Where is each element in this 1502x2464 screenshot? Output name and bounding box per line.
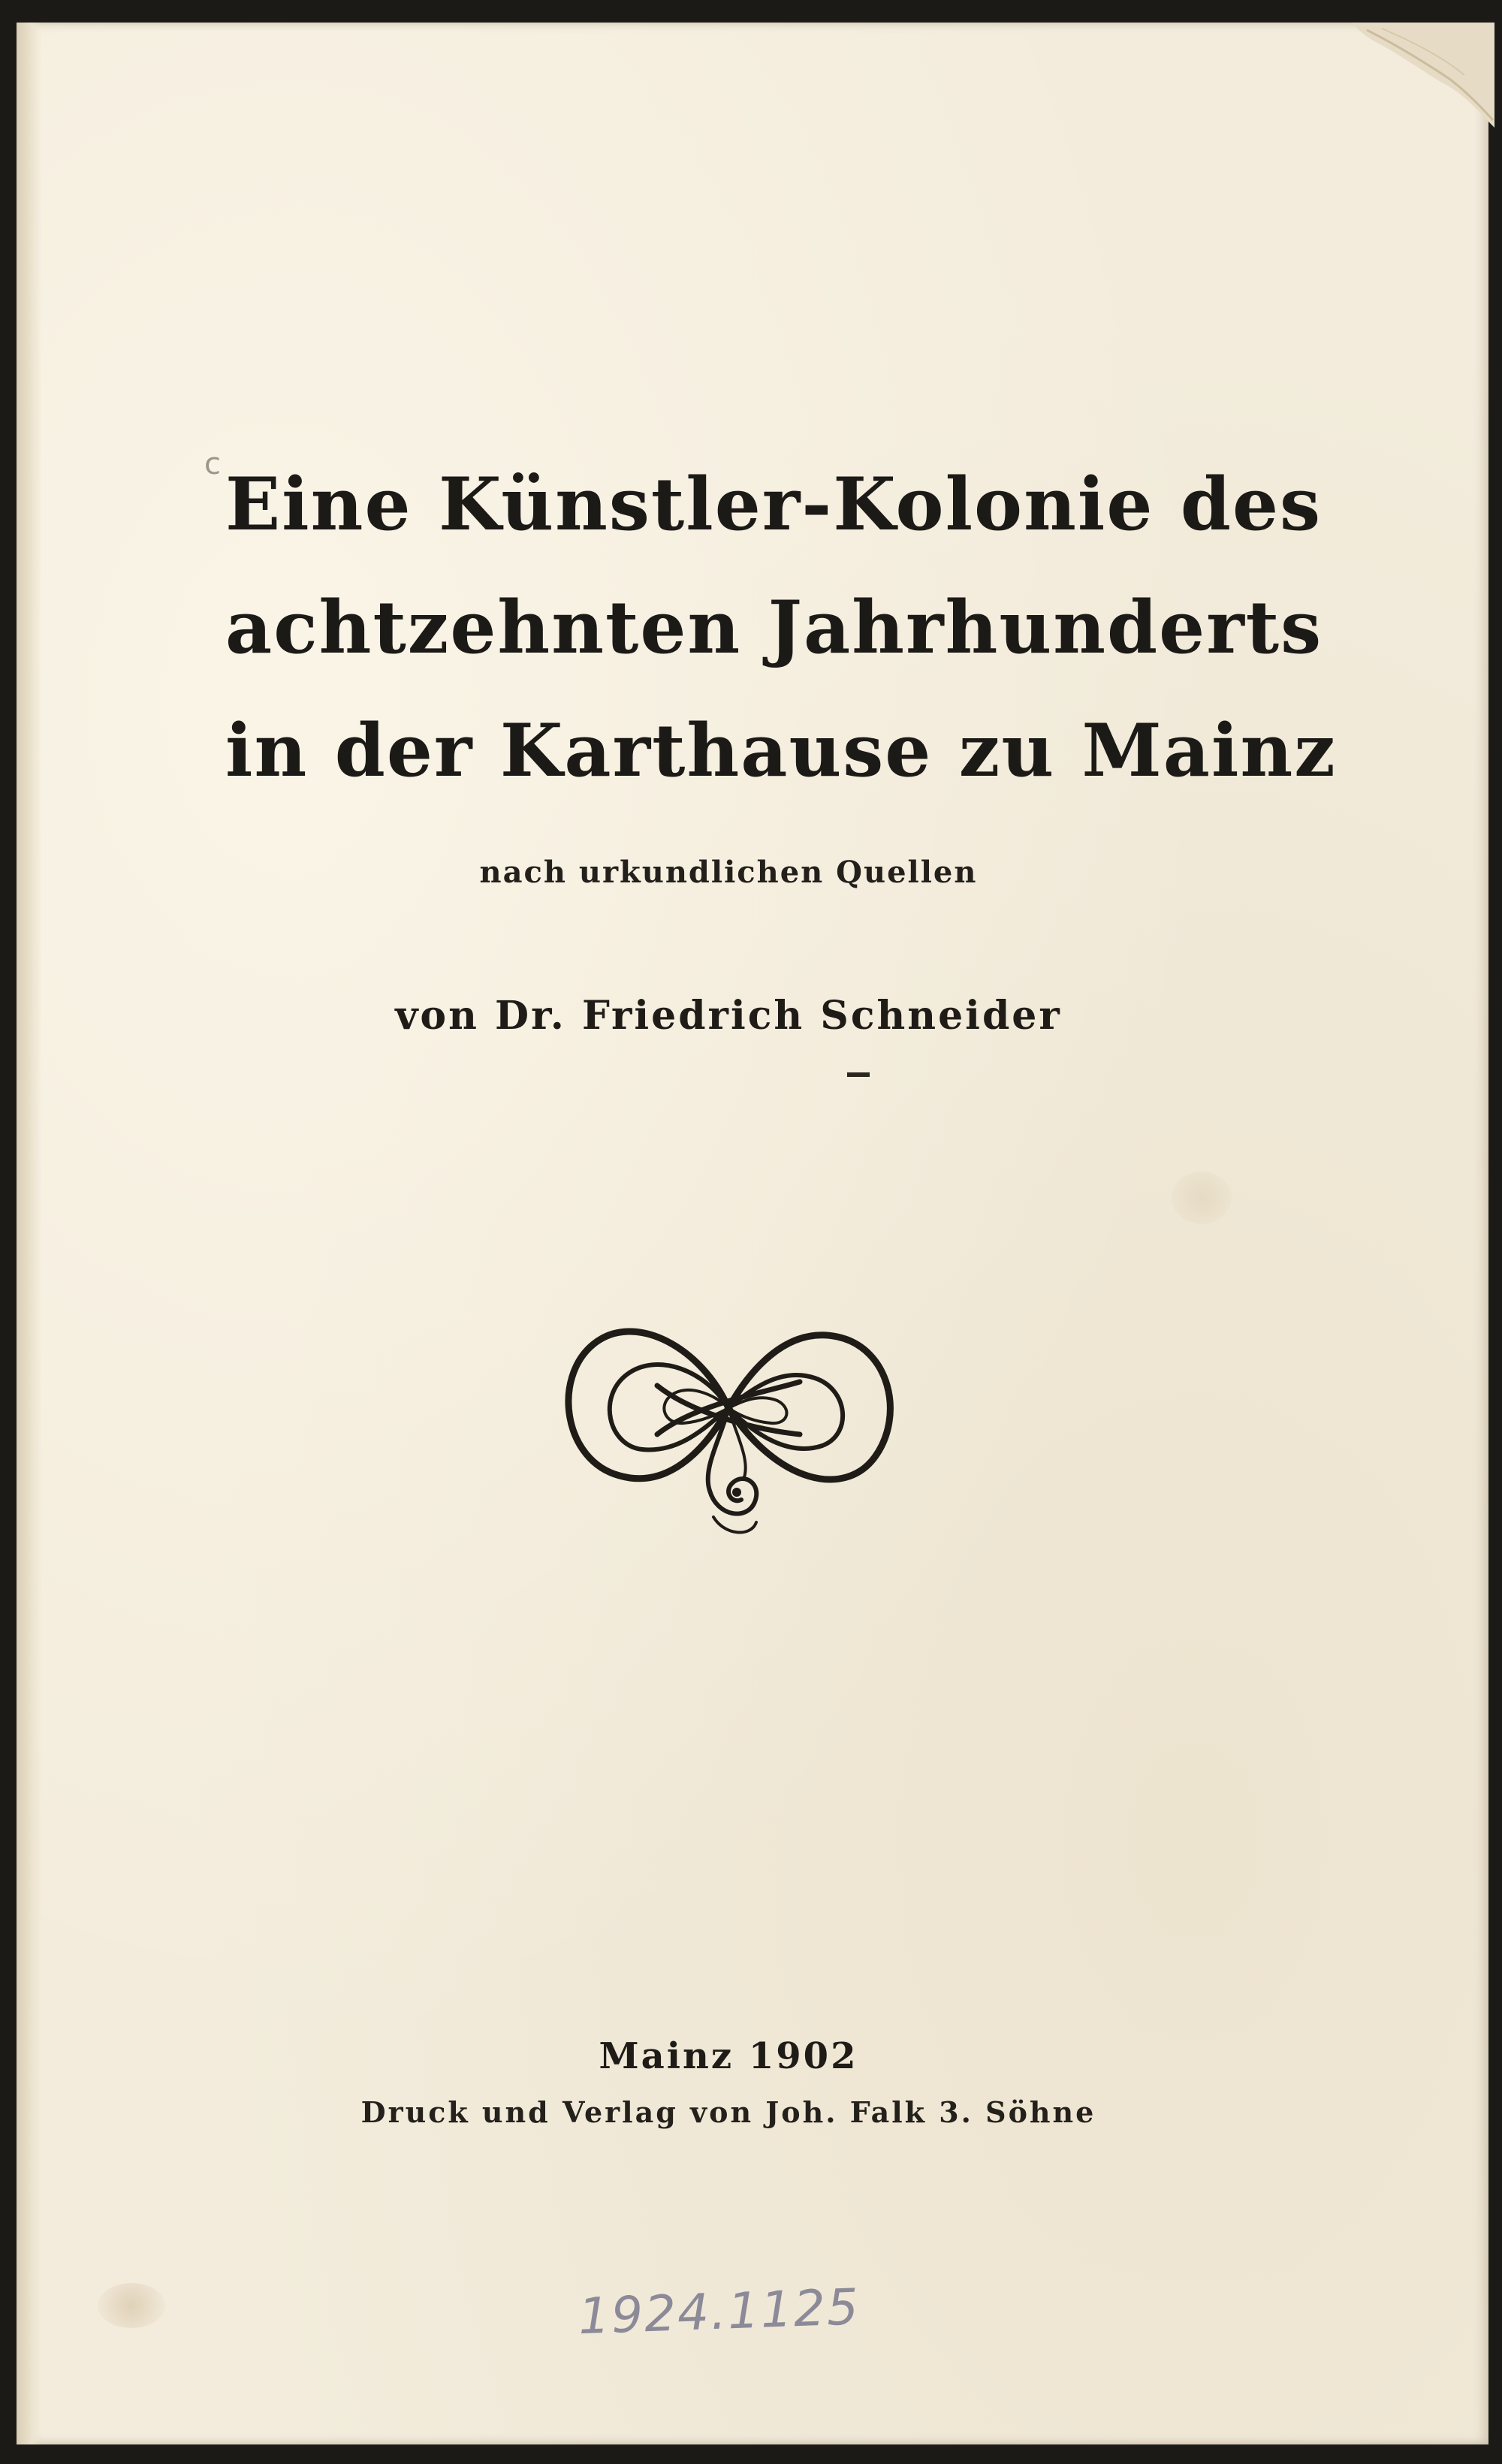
pencil-mark: c [204, 447, 221, 481]
divider-dash [847, 1072, 870, 1077]
foxing-stain [98, 2283, 165, 2328]
author-line: von Dr. Friedrich Schneider [395, 993, 1062, 1039]
handwritten-shelfmark: 1924.1125 [577, 2278, 861, 2346]
calligraphic-flourish-ornament [552, 1303, 905, 1558]
title-page [17, 23, 1488, 2444]
binding-edge [17, 23, 42, 2444]
torn-corner [1352, 23, 1494, 128]
imprint-place-year: Mainz 1902 [599, 2035, 858, 2077]
book-title [225, 443, 1337, 813]
title-line-2: achtzehnten Jahrhunderts [225, 585, 1323, 670]
title-line-3: in der Karthause zu Mainz [225, 708, 1337, 793]
title-line-1: Eine Künstler-Kolonie des [225, 462, 1323, 547]
imprint-publisher: Druck und Verlag von Joh. Falk 3. Söhne [360, 2095, 1096, 2129]
subtitle: nach urkundlichen Quellen [479, 855, 978, 890]
foxing-stain [1172, 1172, 1232, 1224]
